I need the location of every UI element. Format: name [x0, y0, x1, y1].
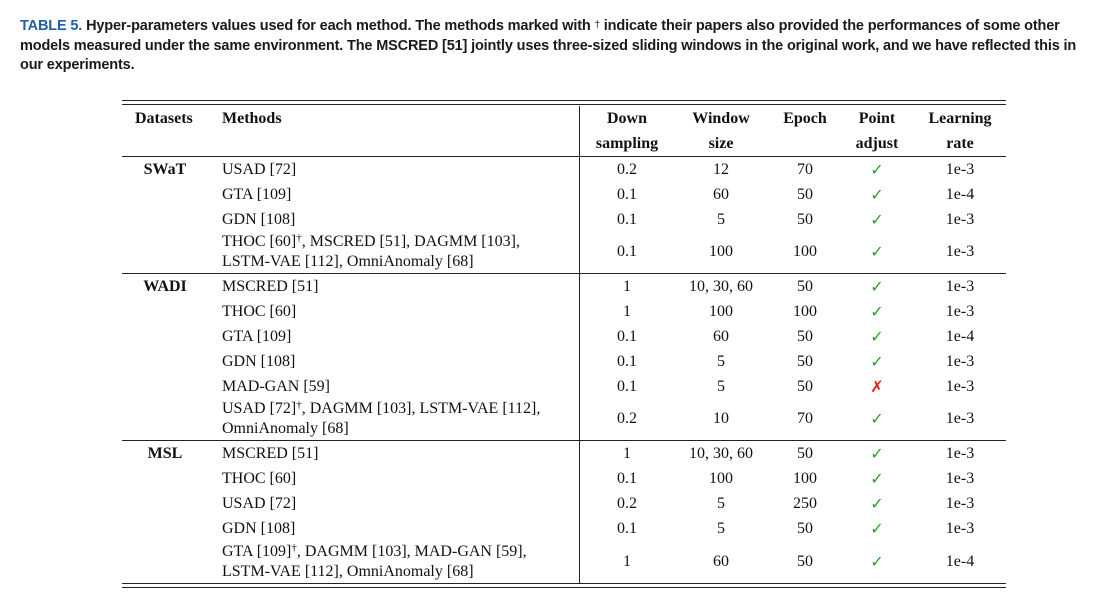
- window-size-value: 5: [717, 211, 725, 228]
- check-icon: ✓: [870, 302, 884, 321]
- down-sampling-value: 0.1: [617, 211, 637, 228]
- check-icon: ✓: [870, 242, 884, 261]
- check-icon: ✓: [870, 444, 884, 463]
- method-name-line-2: LSTM-VAE [112], OmniAnomaly [68]: [222, 253, 474, 270]
- down-sampling-value: 0.2: [617, 410, 637, 427]
- header-down-sampling-1: Down: [606, 110, 648, 127]
- bottom-rule: [122, 583, 1006, 584]
- down-sampling-value: 1: [623, 303, 631, 320]
- group-rule-msl: [122, 440, 1006, 441]
- method-name: GDN [108]: [222, 353, 296, 370]
- down-sampling-value: 0.1: [617, 378, 637, 395]
- window-size-value: 100: [709, 470, 733, 487]
- epoch-value: 50: [797, 553, 813, 570]
- learning-rate-value: 1e-3: [945, 211, 975, 228]
- learning-rate-value: 1e-3: [945, 495, 975, 512]
- dagger-mark: †: [296, 399, 302, 411]
- window-size-value: 60: [713, 553, 729, 570]
- learning-rate-value: 1e-3: [945, 378, 975, 395]
- method-name-line-1: [222, 233, 520, 252]
- learning-rate-value: 1e-4: [945, 328, 975, 345]
- epoch-value: 70: [797, 161, 813, 178]
- check-icon: ✓: [870, 519, 884, 538]
- method-name: MAD-GAN [59]: [222, 378, 330, 395]
- down-sampling-value: 0.1: [617, 328, 637, 345]
- header-epoch: Epoch: [783, 110, 827, 127]
- table-caption: [20, 17, 1080, 75]
- learning-rate-value: 1e-3: [945, 410, 975, 427]
- epoch-value: 100: [793, 470, 817, 487]
- check-icon: ✓: [870, 277, 884, 296]
- down-sampling-value: 0.2: [617, 161, 637, 178]
- bottom-rule-outer: [122, 587, 1006, 588]
- epoch-value: 50: [797, 328, 813, 345]
- check-icon: ✓: [870, 409, 884, 428]
- header-methods: Methods: [222, 110, 282, 127]
- epoch-value: 250: [793, 495, 817, 512]
- method-name-line-2: LSTM-VAE [112], OmniAnomaly [68]: [222, 563, 474, 580]
- header-down-sampling-2: sampling: [595, 135, 659, 152]
- window-size-value: 10, 30, 60: [689, 278, 753, 295]
- dataset-label: MSL: [147, 445, 183, 462]
- down-sampling-value: 0.1: [617, 520, 637, 537]
- learning-rate-value: 1e-3: [945, 243, 975, 260]
- method-name-primary: GTA [109]: [222, 543, 292, 560]
- method-name-others: , DAGMM [103], LSTM-VAE [112],: [301, 400, 541, 417]
- down-sampling-value: 0.1: [617, 470, 637, 487]
- epoch-value: 50: [797, 278, 813, 295]
- header-rule: [122, 156, 1006, 157]
- window-size-value: 12: [713, 161, 729, 178]
- method-name: GTA [109]: [222, 328, 292, 345]
- down-sampling-value: 0.1: [617, 243, 637, 260]
- dagger-mark: †: [291, 542, 297, 554]
- epoch-value: 50: [797, 211, 813, 228]
- down-sampling-value: 1: [623, 553, 631, 570]
- epoch-value: 50: [797, 378, 813, 395]
- method-name: USAD [72]: [222, 495, 297, 512]
- method-name: GDN [108]: [222, 520, 296, 537]
- method-name: THOC [60]: [222, 303, 297, 320]
- learning-rate-value: 1e-3: [945, 353, 975, 370]
- epoch-value: 50: [797, 520, 813, 537]
- caption-dagger: †: [594, 20, 600, 31]
- window-size-value: 5: [717, 353, 725, 370]
- method-name-others: , MSCRED [51], DAGMM [103],: [301, 233, 520, 250]
- method-name: GTA [109]: [222, 186, 292, 203]
- down-sampling-value: 0.1: [617, 353, 637, 370]
- window-size-value: 5: [717, 495, 725, 512]
- method-name-others: , DAGMM [103], MAD-GAN [59],: [296, 543, 527, 560]
- epoch-value: 50: [797, 353, 813, 370]
- epoch-value: 100: [793, 243, 817, 260]
- learning-rate-value: 1e-3: [945, 161, 975, 178]
- header-learning-rate-2: rate: [946, 135, 974, 152]
- method-name-line-2: OmniAnomaly [68]: [222, 420, 349, 437]
- check-icon: ✓: [870, 469, 884, 488]
- group-rule-wadi: [122, 273, 1006, 274]
- header-point-adjust-2: adjust: [855, 135, 899, 152]
- window-size-value: 60: [713, 328, 729, 345]
- method-name: USAD [72]: [222, 161, 297, 178]
- window-size-value: 60: [713, 186, 729, 203]
- method-name-line-1: [222, 400, 540, 419]
- down-sampling-value: 0.2: [617, 495, 637, 512]
- header-learning-rate-1: Learning: [928, 110, 992, 127]
- window-size-value: 100: [709, 303, 733, 320]
- learning-rate-value: 1e-4: [945, 553, 975, 570]
- epoch-value: 50: [797, 186, 813, 203]
- caption-text-before: Hyper-parameters values used for each method. The methods marked with: [82, 18, 595, 34]
- window-size-value: 5: [717, 520, 725, 537]
- learning-rate-value: 1e-4: [945, 186, 975, 203]
- cross-icon: ✗: [870, 377, 884, 396]
- dagger-mark: †: [296, 232, 302, 244]
- learning-rate-value: 1e-3: [945, 445, 975, 462]
- header-datasets: Datasets: [135, 110, 193, 127]
- check-icon: ✓: [870, 552, 884, 571]
- learning-rate-value: 1e-3: [945, 470, 975, 487]
- window-size-value: 10: [713, 410, 729, 427]
- check-icon: ✓: [870, 327, 884, 346]
- top-rule-inner: [122, 104, 1006, 105]
- epoch-value: 100: [793, 303, 817, 320]
- window-size-value: 5: [717, 378, 725, 395]
- column-divider: [579, 106, 580, 583]
- caption-text-after: indicate their papers also provided the performances of some other models measured under the same environment. The MSCRED [51] jointly uses three-sized sliding windows in the original work, and we have reflected this in our experiments.: [20, 18, 1077, 73]
- check-icon: ✓: [870, 352, 884, 371]
- method-name-primary: THOC [60]: [222, 233, 297, 250]
- header-window-2: size: [708, 135, 734, 152]
- check-icon: ✓: [870, 494, 884, 513]
- epoch-value: 70: [797, 410, 813, 427]
- down-sampling-value: 1: [623, 445, 631, 462]
- method-name: GDN [108]: [222, 211, 296, 228]
- check-icon: ✓: [870, 185, 884, 204]
- top-rule: [122, 100, 1006, 101]
- learning-rate-value: 1e-3: [945, 520, 975, 537]
- dataset-label: SWaT: [143, 161, 187, 178]
- window-size-value: 10, 30, 60: [689, 445, 753, 462]
- window-size-value: 100: [709, 243, 733, 260]
- table-label: TABLE 5.: [20, 18, 83, 34]
- down-sampling-value: 1: [623, 278, 631, 295]
- method-name: MSCRED [51]: [222, 278, 319, 295]
- method-name: MSCRED [51]: [222, 445, 319, 462]
- method-name-line-1: [222, 543, 527, 562]
- dataset-label: WADI: [143, 278, 187, 295]
- epoch-value: 50: [797, 445, 813, 462]
- down-sampling-value: 0.1: [617, 186, 637, 203]
- check-icon: ✓: [870, 210, 884, 229]
- check-icon: ✓: [870, 160, 884, 179]
- method-name-primary: USAD [72]: [222, 400, 297, 417]
- learning-rate-value: 1e-3: [945, 303, 975, 320]
- header-window-1: Window: [692, 110, 750, 127]
- learning-rate-value: 1e-3: [945, 278, 975, 295]
- method-name: THOC [60]: [222, 470, 297, 487]
- header-point-adjust-1: Point: [858, 110, 896, 127]
